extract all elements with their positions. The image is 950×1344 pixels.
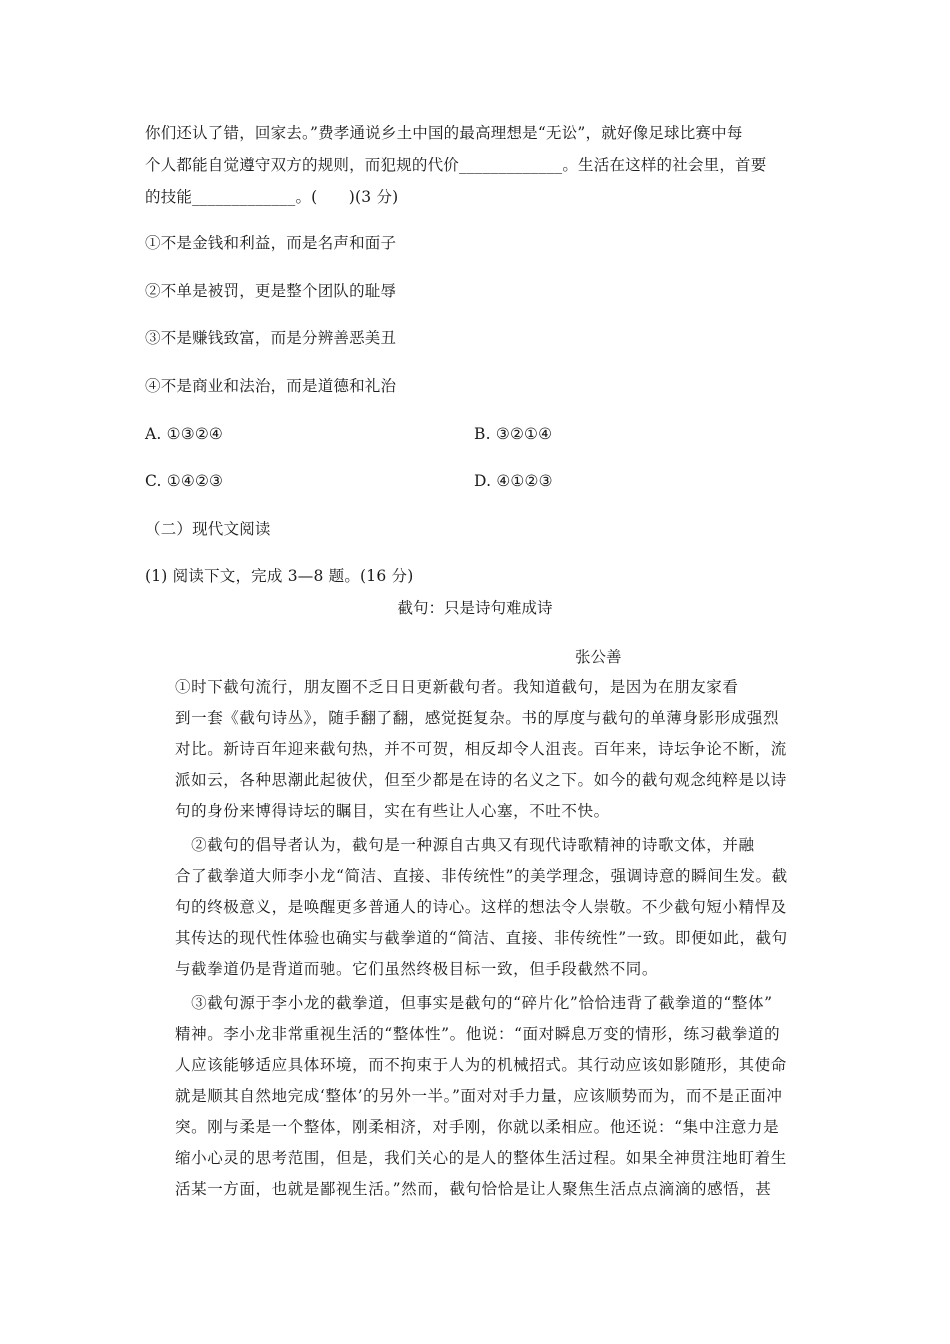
article-line-8: 句的终极意义，是唤醒更多普通人的诗心。这样的想法令人崇敬。不少截句短小精悍及	[175, 898, 787, 916]
article-line-11: ③截句源于李小龙的截拳道，但事实是截句的“碎片化”恰恰违背了截拳道的“整体”	[175, 994, 773, 1012]
question-intro-line-1: 你们还认了错，回家去。”费孝通说乡土中国的最高理想是“无讼”，就好像足球比赛中每	[145, 124, 743, 142]
option-3: ③不是赚钱致富，而是分辨善恶美丑	[145, 329, 397, 347]
choice-a: A. ①③②④	[145, 425, 224, 443]
article-line-7: 合了截拳道大师李小龙“简洁、直接、非传统性”的美学理念，强调诗意的瞬间生发。截	[175, 867, 788, 885]
article-title: 截句：只是诗句难成诗	[397, 599, 553, 617]
article-line-3: 对比。新诗百年迎来截句热，并不可贺，相反却令人沮丧。百年来，诗坛争论不断，流	[175, 740, 787, 758]
article-line-15: 突。刚与柔是一个整体，刚柔相济，对手刚，你就以柔相应。他还说：“集中注意力是	[175, 1118, 780, 1136]
option-1: ①不是金钱和利益，而是名声和面子	[145, 234, 397, 252]
article-line-4: 派如云，各种思潮此起彼伏，但至少都是在诗的名义之下。如今的截句观念纯粹是以诗	[175, 771, 787, 789]
question-intro-line-2: 个人都能自觉遵守双方的规则，而犯规的代价_____________。生活在这样的社会里，首要	[145, 156, 767, 174]
article-line-12: 精神。李小龙非常重视生活的“整体性”。他说：“面对瞬息万变的情形，练习截拳道的	[175, 1025, 781, 1043]
article-line-17: 活某一方面，也就是鄙视生活。”然而，截句恰恰是让人聚焦生活点点滴滴的感悟，甚	[175, 1180, 772, 1198]
option-2: ②不单是被罚，更是整个团队的耻辱	[145, 282, 397, 300]
article-line-2: 到一套《截句诗丛》，随手翻了翻，感觉挺复杂。书的厚度与截句的单薄身影形成强烈	[175, 709, 780, 727]
article-line-9: 其传达的现代性体验也确实与截拳道的“简洁、直接、非传统性”一致。即便如此，截句	[175, 929, 788, 947]
article-line-6: ②截句的倡导者认为，截句是一种源自古典又有现代诗歌精神的诗歌文体，并融	[175, 836, 755, 854]
reading-instruction: (1) 阅读下文，完成 3—8 题。(16 分)	[145, 567, 414, 585]
choice-d: D. ④①②③	[474, 472, 553, 490]
option-4: ④不是商业和法治，而是道德和礼治	[145, 377, 397, 395]
choice-c: C. ①④②③	[145, 472, 224, 490]
article-author: 张公善	[575, 648, 622, 666]
article-line-10: 与截拳道仍是背道而驰。它们虽然终极目标一致，但手段截然不同。	[175, 960, 659, 978]
choice-b: B. ③②①④	[474, 425, 553, 443]
question-intro-line-3: 的技能_____________。( )(3 分)	[145, 188, 399, 206]
article-line-13: 人应该能够适应具体环境，而不拘束于人为的机械招式。其行动应该如影随形，其使命	[175, 1056, 787, 1074]
article-line-16: 缩小心灵的思考范围，但是，我们关心的是人的整体生活过程。如果全神贯注地盯着生	[175, 1149, 787, 1167]
article-line-1: ①时下截句流行，朋友圈不乏日日更新截句者。我知道截句，是因为在朋友家看	[175, 678, 739, 696]
section-heading: （二）现代文阅读	[145, 520, 271, 538]
article-line-14: 就是顺其自然地完成‘整体’的另外一半。”面对对手力量，应该顺势而为，而不是正面冲	[175, 1087, 783, 1105]
article-line-5: 句的身份来博得诗坛的瞩目，实在有些让人心塞，不吐不快。	[175, 802, 610, 820]
